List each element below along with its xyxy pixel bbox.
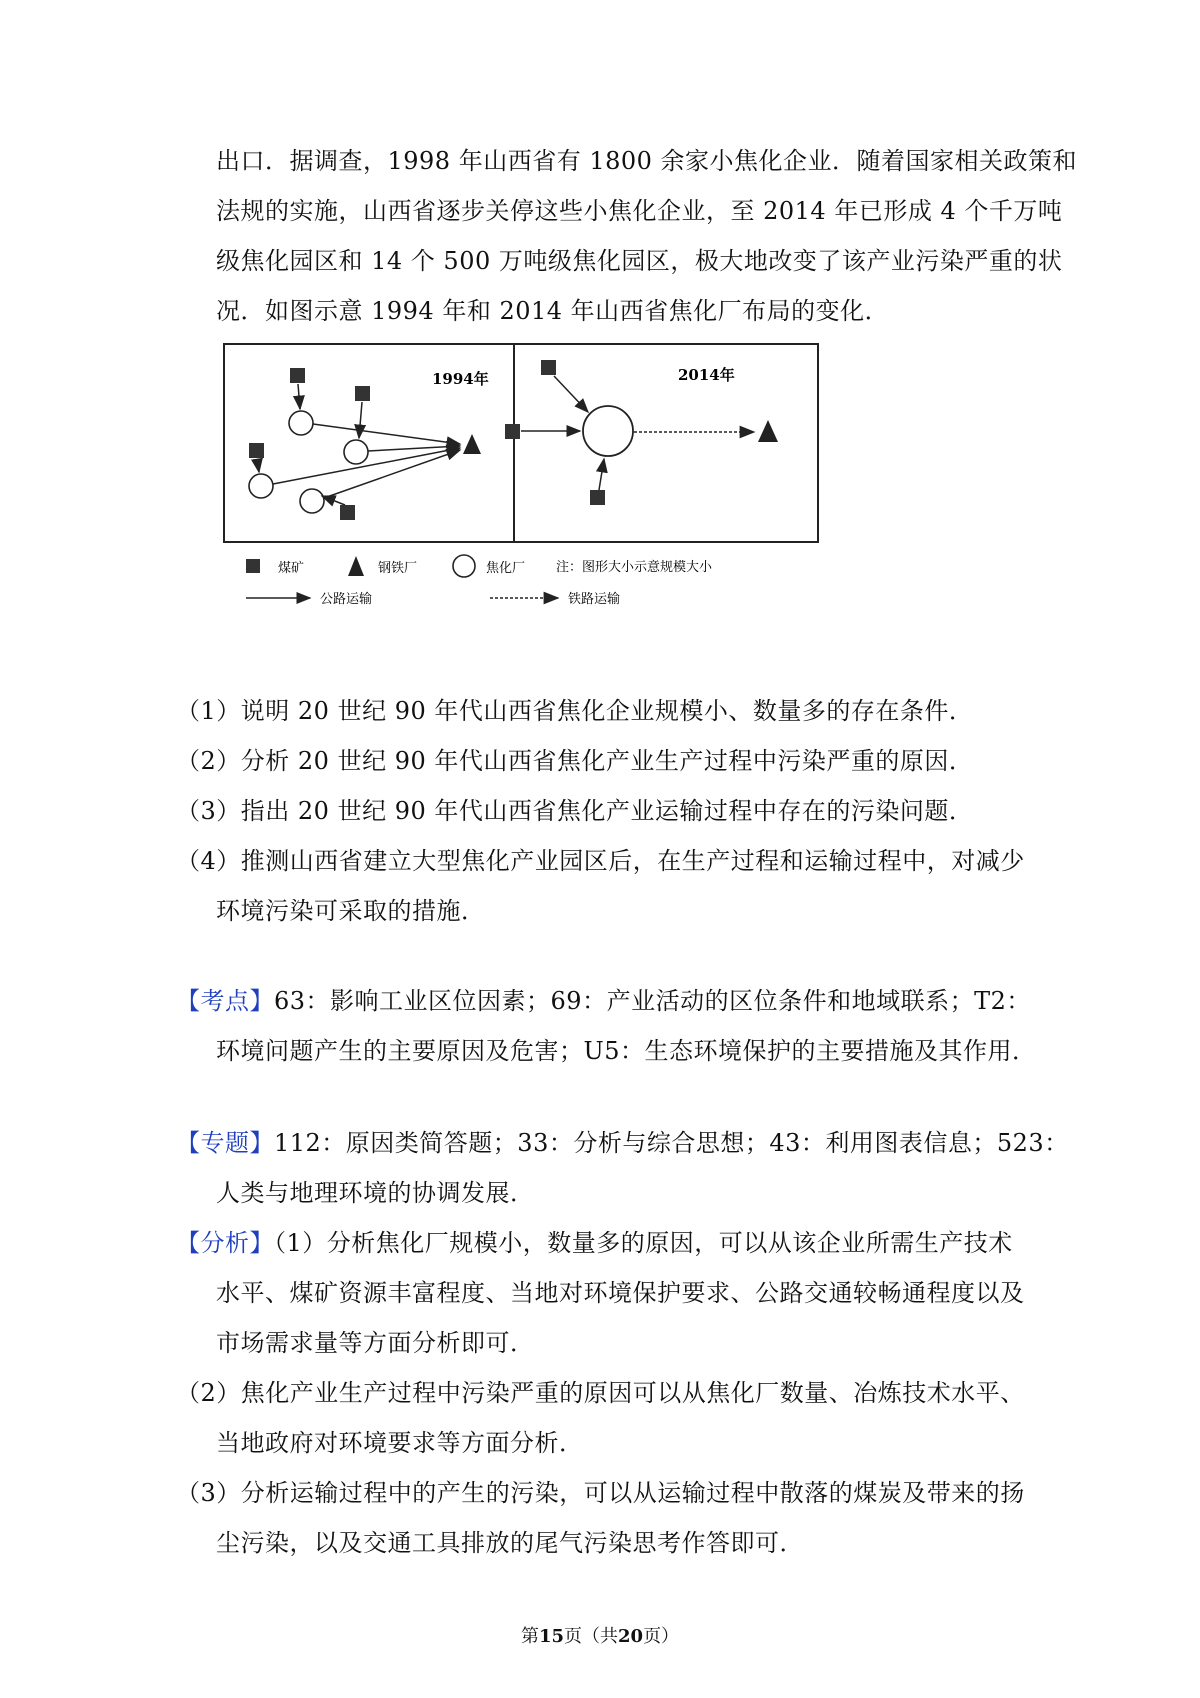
legend-road-label: 公路运输: [320, 592, 373, 607]
coking-plant-icon: [344, 440, 368, 464]
coal-mine-icon: [590, 490, 605, 505]
coal-mine-icon: [505, 424, 520, 439]
question-4-cont: 环境污染可采取的措施．: [216, 897, 486, 925]
legend-steel-plant-icon: [348, 556, 364, 576]
intro-line-3: 级焦化园区和 14 个 500 万吨级焦化园区，极大地改变了该产业污染严重的状: [216, 247, 1063, 275]
intro-line-1: 出口．据调查，1998 年山西省有 1800 余家小焦化企业．随着国家相关政策和: [216, 147, 1078, 175]
question-3: （3）指出 20 世纪 90 年代山西省焦化产业运输过程中存在的污染问题．: [176, 797, 974, 825]
legend-coal-mine-icon: [246, 559, 260, 573]
fenxi-tag: 【分析】: [176, 1229, 274, 1257]
zhuanti-text-1: 112：原因类简答题；33：分析与综合思想；43：利用图表信息；523：: [274, 1129, 1069, 1157]
footer-suffix: 页）: [643, 1626, 680, 1647]
legend-rail-label: 铁路运输: [568, 592, 621, 607]
coal-mine-icon: [340, 505, 355, 520]
zhuanti-line-1: [176, 1128, 1069, 1158]
kaodian-tag: 【考点】: [176, 987, 274, 1015]
footer-prefix: 第: [520, 1626, 539, 1647]
question-2: （2）分析 20 世纪 90 年代山西省焦化产业生产过程中污染严重的原因．: [176, 747, 974, 775]
fenxi-line-1: [176, 1228, 1013, 1258]
question-1: （1）说明 20 世纪 90 年代山西省焦化企业规模小、数量多的存在条件．: [176, 697, 974, 725]
footer-total-pages: 20: [618, 1626, 644, 1647]
panel-2014-label: 2014年: [678, 366, 735, 384]
legend-coal-mine-label: 煤矿: [278, 561, 305, 576]
kaodian-text-1: 63：影响工业区位因素；69：产业活动的区位条件和地域联系；T2：: [274, 987, 1031, 1015]
layout-diagram: [180, 338, 860, 678]
coal-mine-icon: [355, 386, 370, 401]
coking-plant-icon: [249, 474, 273, 498]
zhuanti-tag: 【专题】: [176, 1129, 274, 1157]
page-footer: [0, 1622, 1200, 1648]
kaodian-line-1: [176, 986, 1031, 1016]
coal-mine-icon: [290, 368, 305, 383]
steel-plant-icon: [758, 420, 778, 442]
panel-1994-label: 1994年: [432, 370, 489, 388]
question-4: （4）推测山西省建立大型焦化产业园区后，在生产过程和运输过程中，对减少: [176, 847, 1025, 875]
fenxi-line-6: （3）分析运输过程中的产生的污染，可以从运输过程中散落的煤炭及带来的扬: [176, 1479, 1025, 1507]
steel-plant-icon: [463, 434, 481, 454]
coking-plant-layout-figure: [180, 338, 860, 678]
legend-steel-plant-label: 钢铁厂: [378, 561, 418, 576]
coking-plant-icon: [300, 489, 324, 513]
coal-mine-icon: [541, 360, 556, 375]
fenxi-line-5: 当地政府对环境要求等方面分析．: [216, 1429, 584, 1457]
legend-coking-plant-icon: [453, 555, 475, 577]
kaodian-line-2: 环境问题产生的主要原因及危害；U5：生态环境保护的主要措施及其作用．: [216, 1037, 1037, 1065]
fenxi-line-4: （2）焦化产业生产过程中污染严重的原因可以从焦化厂数量、冶炼技术水平、: [176, 1379, 1025, 1407]
intro-line-2: 法规的实施，山西省逐步关停这些小焦化企业，至 2014 年已形成 4 个千万吨: [216, 197, 1063, 225]
coking-plant-icon: [583, 406, 633, 456]
coal-mine-icon: [249, 443, 264, 458]
footer-middle: 页（共: [564, 1626, 618, 1647]
intro-line-4: 况．如图示意 1994 年和 2014 年山西省焦化厂布局的变化．: [216, 297, 890, 325]
fenxi-line-3: 市场需求量等方面分析即可．: [216, 1329, 535, 1357]
footer-page-number: 15: [538, 1626, 564, 1647]
legend-note: 注：图形大小示意规模大小: [556, 560, 713, 575]
fenxi-line-2: 水平、煤矿资源丰富程度、当地对环境保护要求、公路交通较畅通程度以及: [216, 1279, 1025, 1307]
fenxi-text-1: （1）分析焦化厂规模小，数量多的原因，可以从该企业所需生产技术: [274, 1229, 1013, 1257]
fenxi-line-7: 尘污染，以及交通工具排放的尾气污染思考作答即可．: [216, 1529, 804, 1557]
zhuanti-line-2: 人类与地理环境的协调发展．: [216, 1179, 535, 1207]
legend-coking-plant-label: 焦化厂: [486, 561, 526, 576]
coking-plant-icon: [289, 411, 313, 435]
